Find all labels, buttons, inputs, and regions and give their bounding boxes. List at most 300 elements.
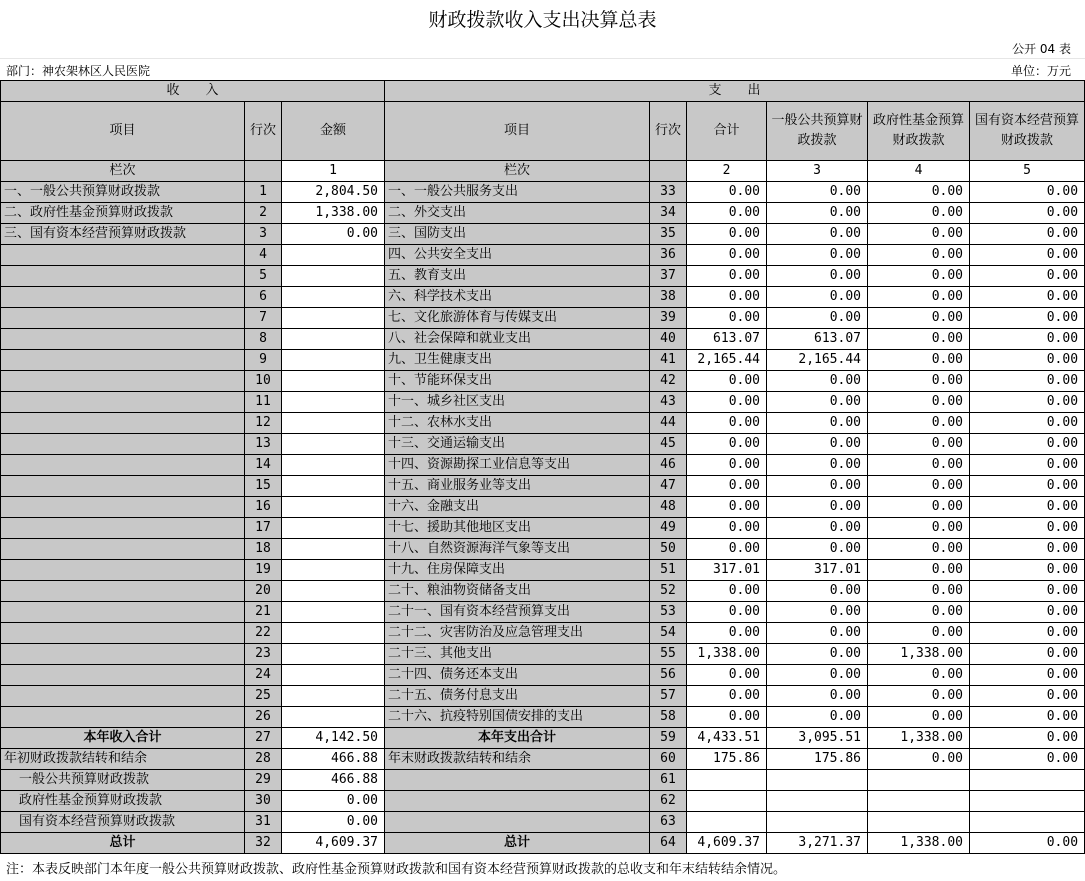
- expense-general: 0.00: [767, 434, 868, 455]
- income-amount: 0.00: [282, 224, 385, 245]
- sub-expense-s: [970, 770, 1085, 791]
- expense-general: 0.00: [767, 203, 868, 224]
- expense-fund: 0.00: [868, 581, 970, 602]
- income-amount: [282, 539, 385, 560]
- column-row-1: 1: [282, 161, 385, 182]
- income-amount: [282, 245, 385, 266]
- sub-income-label: 一般公共预算财政拨款: [1, 770, 245, 791]
- expense-general: 0.00: [767, 308, 868, 329]
- sub-income-label: 国有资本经营预算财政拨款: [1, 812, 245, 833]
- income-item: [1, 665, 245, 686]
- expense-state: 0.00: [970, 581, 1085, 602]
- income-item: [1, 434, 245, 455]
- expense-state: 0.00: [970, 644, 1085, 665]
- expense-row-no: 44: [650, 413, 687, 434]
- expense-state: 0.00: [970, 476, 1085, 497]
- expense-general: 0.00: [767, 539, 868, 560]
- expense-item: 二十五、债务付息支出: [385, 686, 650, 707]
- income-row-no: 7: [245, 308, 282, 329]
- expense-state: 0.00: [970, 707, 1085, 728]
- income-header: 收 入: [1, 81, 385, 102]
- expense-general: 0.00: [767, 518, 868, 539]
- table-row: [1, 623, 1085, 644]
- expense-item: 二十四、债务还本支出: [385, 665, 650, 686]
- expense-fund: 0.00: [868, 539, 970, 560]
- expense-fund: 0.00: [868, 560, 970, 581]
- column-row-4: 4: [868, 161, 970, 182]
- income-amount: [282, 707, 385, 728]
- income-row-no: 11: [245, 392, 282, 413]
- expense-item: 二十二、灾害防治及应急管理支出: [385, 623, 650, 644]
- expense-general: 0.00: [767, 287, 868, 308]
- expense-state: 0.00: [970, 350, 1085, 371]
- expense-general: 2,165.44: [767, 350, 868, 371]
- income-amount: [282, 308, 385, 329]
- sub-expense-t: [687, 770, 767, 791]
- expense-fund: 0.00: [868, 329, 970, 350]
- expense-state: 0.00: [970, 539, 1085, 560]
- expense-total: 2,165.44: [687, 350, 767, 371]
- income-item: 一、一般公共预算财政拨款: [1, 182, 245, 203]
- income-amount: [282, 560, 385, 581]
- income-row-no: 12: [245, 413, 282, 434]
- expense-item: 十七、援助其他地区支出: [385, 518, 650, 539]
- expense-fund: 1,338.00: [868, 644, 970, 665]
- expense-fund: 0.00: [868, 224, 970, 245]
- table-row: [1, 644, 1085, 665]
- income-amount: [282, 434, 385, 455]
- expense-state: 0.00: [970, 182, 1085, 203]
- expense-state: 0.00: [970, 560, 1085, 581]
- expense-total: 0.00: [687, 392, 767, 413]
- income-item: 三、国有资本经营预算财政拨款: [1, 224, 245, 245]
- income-row-no: 20: [245, 581, 282, 602]
- expense-row-no: 38: [650, 287, 687, 308]
- sub-expense-g: [767, 812, 868, 833]
- sub-expense-row-no: 62: [650, 791, 687, 812]
- column-row-blank: [245, 161, 282, 182]
- expense-row-no: 36: [650, 245, 687, 266]
- expense-state: 0.00: [970, 308, 1085, 329]
- column-row-label-expense: 栏次: [385, 161, 650, 182]
- expense-total-t: 4,433.51: [687, 728, 767, 749]
- expense-fund: 0.00: [868, 476, 970, 497]
- income-row-no: 4: [245, 245, 282, 266]
- expense-fund: 0.00: [868, 623, 970, 644]
- expense-general: 613.07: [767, 329, 868, 350]
- income-item: [1, 686, 245, 707]
- expense-row-no: 51: [650, 560, 687, 581]
- expense-general: 0.00: [767, 581, 868, 602]
- sub-expense-s: [970, 812, 1085, 833]
- expense-fund: 0.00: [868, 266, 970, 287]
- income-row-no: 13: [245, 434, 282, 455]
- expense-general: 0.00: [767, 623, 868, 644]
- sub-expense-blank: [385, 770, 650, 791]
- expense-row-no: 40: [650, 329, 687, 350]
- income-row-no: 26: [245, 707, 282, 728]
- expense-fund: 0.00: [868, 182, 970, 203]
- income-amount: 1,338.00: [282, 203, 385, 224]
- table-row: [1, 287, 1085, 308]
- expense-fund: 0.00: [868, 308, 970, 329]
- expense-item: 十六、金融支出: [385, 497, 650, 518]
- expense-total-row-no: 59: [650, 728, 687, 749]
- expense-row-no: 52: [650, 581, 687, 602]
- income-item: [1, 413, 245, 434]
- expense-total: 0.00: [687, 245, 767, 266]
- spacer-row: [0, 38, 1085, 59]
- expense-state: 0.00: [970, 434, 1085, 455]
- expense-item: 十一、城乡社区支出: [385, 392, 650, 413]
- page-title: 财政拨款收入支出决算总表: [428, 9, 657, 31]
- expense-total: 0.00: [687, 455, 767, 476]
- expense-total: 613.07: [687, 329, 767, 350]
- table-row: [1, 581, 1085, 602]
- expense-total-g: 3,095.51: [767, 728, 868, 749]
- expense-total: 0.00: [687, 602, 767, 623]
- carry-expense-g: 175.86: [767, 749, 868, 770]
- expense-general: 0.00: [767, 644, 868, 665]
- sub-income-amount: 466.88: [282, 770, 385, 791]
- expense-total: 0.00: [687, 434, 767, 455]
- grand-income-label: 总计: [1, 833, 245, 854]
- table-row: [1, 476, 1085, 497]
- expense-row-no: 33: [650, 182, 687, 203]
- table-row: [1, 539, 1085, 560]
- expense-total: 1,338.00: [687, 644, 767, 665]
- grand-income-amount: 4,609.37: [282, 833, 385, 854]
- col-row-no: 行次: [245, 102, 282, 161]
- income-row-no: 1: [245, 182, 282, 203]
- expense-row-no: 42: [650, 371, 687, 392]
- sub-expense-s: [970, 791, 1085, 812]
- income-item: [1, 266, 245, 287]
- table-row: [1, 728, 1085, 749]
- carry-expense-row-no: 60: [650, 749, 687, 770]
- expense-item: 十五、商业服务业等支出: [385, 476, 650, 497]
- column-row-3: 3: [767, 161, 868, 182]
- col-total: 合计: [687, 102, 767, 161]
- sub-expense-blank: [385, 812, 650, 833]
- expense-state: 0.00: [970, 455, 1085, 476]
- expense-fund: 0.00: [868, 686, 970, 707]
- income-item: 二、政府性基金预算财政拨款: [1, 203, 245, 224]
- table-row: [1, 560, 1085, 581]
- table-row: [1, 812, 1085, 833]
- expense-total: 0.00: [687, 224, 767, 245]
- carry-expense-t: 175.86: [687, 749, 767, 770]
- income-row-no: 17: [245, 518, 282, 539]
- income-item: [1, 623, 245, 644]
- expense-fund: 0.00: [868, 203, 970, 224]
- expense-general: 0.00: [767, 413, 868, 434]
- income-row-no: 18: [245, 539, 282, 560]
- expense-general: 0.00: [767, 371, 868, 392]
- expense-general: 0.00: [767, 245, 868, 266]
- expense-state: 0.00: [970, 245, 1085, 266]
- expense-state: 0.00: [970, 329, 1085, 350]
- income-row-no: 3: [245, 224, 282, 245]
- expense-state: 0.00: [970, 413, 1085, 434]
- income-amount: [282, 413, 385, 434]
- expense-row-no: 43: [650, 392, 687, 413]
- expense-state: 0.00: [970, 287, 1085, 308]
- income-row-no: 8: [245, 329, 282, 350]
- grand-expense-label: 总计: [385, 833, 650, 854]
- sub-income-row-no: 30: [245, 791, 282, 812]
- expense-general: 317.01: [767, 560, 868, 581]
- expense-item: 二十、粮油物资储备支出: [385, 581, 650, 602]
- table-row: [1, 266, 1085, 287]
- expense-row-no: 54: [650, 623, 687, 644]
- sub-income-row-no: 29: [245, 770, 282, 791]
- table-row: [1, 518, 1085, 539]
- expense-row-no: 53: [650, 602, 687, 623]
- table-row: [1, 791, 1085, 812]
- grand-expense-row-no: 64: [650, 833, 687, 854]
- table-row: [1, 371, 1085, 392]
- carry-income-label: 年初财政拨款结转和结余: [1, 749, 245, 770]
- income-item: [1, 497, 245, 518]
- income-row-no: 10: [245, 371, 282, 392]
- expense-total: 0.00: [687, 539, 767, 560]
- table-row: [1, 707, 1085, 728]
- expense-fund: 0.00: [868, 245, 970, 266]
- expense-row-no: 57: [650, 686, 687, 707]
- table-row: [1, 602, 1085, 623]
- grand-expense-f: 1,338.00: [868, 833, 970, 854]
- income-row-no: 23: [245, 644, 282, 665]
- income-total-row-no: 27: [245, 728, 282, 749]
- grand-expense-t: 4,609.37: [687, 833, 767, 854]
- income-amount: [282, 266, 385, 287]
- expense-total: 0.00: [687, 518, 767, 539]
- expense-item: 十、节能环保支出: [385, 371, 650, 392]
- expense-row-no: 46: [650, 455, 687, 476]
- income-row-no: 15: [245, 476, 282, 497]
- income-item: [1, 518, 245, 539]
- expense-general: 0.00: [767, 665, 868, 686]
- income-item: [1, 476, 245, 497]
- expense-state: 0.00: [970, 665, 1085, 686]
- carry-income-amount: 466.88: [282, 749, 385, 770]
- income-row-no: 25: [245, 686, 282, 707]
- expense-item: 九、卫生健康支出: [385, 350, 650, 371]
- expense-item: 八、社会保障和就业支出: [385, 329, 650, 350]
- expense-state: 0.00: [970, 497, 1085, 518]
- expense-fund: 0.00: [868, 413, 970, 434]
- income-item: [1, 455, 245, 476]
- expense-total: 0.00: [687, 203, 767, 224]
- col-item: 项目: [1, 102, 245, 161]
- income-row-no: 21: [245, 602, 282, 623]
- income-amount: [282, 602, 385, 623]
- income-row-no: 6: [245, 287, 282, 308]
- income-amount: [282, 497, 385, 518]
- expense-general: 0.00: [767, 224, 868, 245]
- expense-total: 317.01: [687, 560, 767, 581]
- expense-row-no: 50: [650, 539, 687, 560]
- sub-income-label: 政府性基金预算财政拨款: [1, 791, 245, 812]
- table-row: [1, 434, 1085, 455]
- income-amount: [282, 686, 385, 707]
- expense-item: 五、教育支出: [385, 266, 650, 287]
- income-amount: [282, 371, 385, 392]
- income-row-no: 9: [245, 350, 282, 371]
- expense-fund: 0.00: [868, 350, 970, 371]
- expense-item: 二十三、其他支出: [385, 644, 650, 665]
- unit-label: 单位：万元: [1010, 64, 1071, 78]
- expense-row-no: 56: [650, 665, 687, 686]
- column-row-5: 5: [970, 161, 1085, 182]
- col-general: 一般公共预算财政拨款: [767, 102, 868, 161]
- expense-total: 0.00: [687, 182, 767, 203]
- expense-item: 二十一、国有资本经营预算支出: [385, 602, 650, 623]
- expense-fund: 0.00: [868, 455, 970, 476]
- sub-income-amount: 0.00: [282, 812, 385, 833]
- income-row-no: 16: [245, 497, 282, 518]
- expense-row-no: 49: [650, 518, 687, 539]
- expense-row-no: 55: [650, 644, 687, 665]
- income-amount: [282, 623, 385, 644]
- income-item: [1, 329, 245, 350]
- income-amount: [282, 665, 385, 686]
- table-row: [1, 455, 1085, 476]
- income-item: [1, 287, 245, 308]
- income-amount: [282, 644, 385, 665]
- expense-fund: 0.00: [868, 287, 970, 308]
- expense-total-s: 0.00: [970, 728, 1085, 749]
- carry-expense-label: 年末财政拨款结转和结余: [385, 749, 650, 770]
- expense-state: 0.00: [970, 224, 1085, 245]
- sub-expense-g: [767, 791, 868, 812]
- finance-table: [0, 80, 1085, 854]
- expense-state: 0.00: [970, 686, 1085, 707]
- expense-total: 0.00: [687, 266, 767, 287]
- sub-expense-f: [868, 791, 970, 812]
- expense-item: 一、一般公共服务支出: [385, 182, 650, 203]
- expense-fund: 0.00: [868, 665, 970, 686]
- income-item: [1, 350, 245, 371]
- expense-fund: 0.00: [868, 392, 970, 413]
- income-item: [1, 581, 245, 602]
- expense-item: 十九、住房保障支出: [385, 560, 650, 581]
- expense-total: 0.00: [687, 476, 767, 497]
- table-row: [1, 224, 1085, 245]
- income-item: [1, 602, 245, 623]
- expense-row-no: 37: [650, 266, 687, 287]
- table-row: [1, 245, 1085, 266]
- expense-general: 0.00: [767, 686, 868, 707]
- expense-general: 0.00: [767, 455, 868, 476]
- col-amount: 金额: [282, 102, 385, 161]
- table-row: [1, 392, 1085, 413]
- department-label: 部门：神农架林区人民医院: [6, 64, 151, 78]
- carry-expense-s: 0.00: [970, 749, 1085, 770]
- col-state: 国有资本经营预算财政拨款: [970, 102, 1085, 161]
- income-item: [1, 707, 245, 728]
- expense-fund: 0.00: [868, 518, 970, 539]
- expense-header: 支 出: [385, 81, 1085, 102]
- table-row: [1, 413, 1085, 434]
- sub-expense-blank: [385, 791, 650, 812]
- income-item: [1, 308, 245, 329]
- income-amount: [282, 392, 385, 413]
- expense-state: 0.00: [970, 602, 1085, 623]
- expense-item: 二十六、抗疫特别国债安排的支出: [385, 707, 650, 728]
- form-number: 公开 04 表: [1012, 42, 1071, 56]
- expense-total: 0.00: [687, 686, 767, 707]
- sub-expense-row-no: 61: [650, 770, 687, 791]
- income-amount: [282, 287, 385, 308]
- sub-expense-f: [868, 812, 970, 833]
- expense-fund: 0.00: [868, 602, 970, 623]
- income-row-no: 19: [245, 560, 282, 581]
- column-row-label: 栏次: [1, 161, 245, 182]
- footnote: 注：本表反映部门本年度一般公共预算财政拨款、政府性基金预算财政拨款和国有资本经营预算财政拨款的总收支和年末结转结余情况。: [6, 862, 787, 877]
- expense-state: 0.00: [970, 266, 1085, 287]
- col-row-no-expense: 行次: [650, 102, 687, 161]
- expense-row-no: 39: [650, 308, 687, 329]
- expense-row-no: 35: [650, 224, 687, 245]
- expense-total: 0.00: [687, 707, 767, 728]
- table-row: [1, 749, 1085, 770]
- expense-state: 0.00: [970, 203, 1085, 224]
- expense-fund: 0.00: [868, 434, 970, 455]
- income-item: [1, 392, 245, 413]
- sub-expense-f: [868, 770, 970, 791]
- table-row: [1, 497, 1085, 518]
- table-row: [1, 308, 1085, 329]
- income-amount: [282, 350, 385, 371]
- table-row: [1, 203, 1085, 224]
- expense-item: 三、国防支出: [385, 224, 650, 245]
- carry-income-row-no: 28: [245, 749, 282, 770]
- expense-general: 0.00: [767, 182, 868, 203]
- sub-income-row-no: 31: [245, 812, 282, 833]
- expense-item: 十四、资源勘探工业信息等支出: [385, 455, 650, 476]
- sub-expense-t: [687, 791, 767, 812]
- expense-total: 0.00: [687, 308, 767, 329]
- expense-total-label: 本年支出合计: [385, 728, 650, 749]
- income-row-no: 22: [245, 623, 282, 644]
- expense-state: 0.00: [970, 392, 1085, 413]
- table-row: [1, 182, 1085, 203]
- expense-general: 0.00: [767, 707, 868, 728]
- expense-row-no: 58: [650, 707, 687, 728]
- income-amount: [282, 476, 385, 497]
- column-row-2: 2: [687, 161, 767, 182]
- expense-item: 十二、农林水支出: [385, 413, 650, 434]
- expense-row-no: 45: [650, 434, 687, 455]
- income-row-no: 14: [245, 455, 282, 476]
- expense-item: 六、科学技术支出: [385, 287, 650, 308]
- expense-total-f: 1,338.00: [868, 728, 970, 749]
- table-row: [1, 665, 1085, 686]
- expense-row-no: 34: [650, 203, 687, 224]
- expense-item: 七、文化旅游体育与传媒支出: [385, 308, 650, 329]
- expense-state: 0.00: [970, 371, 1085, 392]
- expense-fund: 0.00: [868, 371, 970, 392]
- expense-item: 十八、自然资源海洋气象等支出: [385, 539, 650, 560]
- expense-general: 0.00: [767, 602, 868, 623]
- income-amount: [282, 518, 385, 539]
- expense-item: 二、外交支出: [385, 203, 650, 224]
- expense-row-no: 41: [650, 350, 687, 371]
- expense-total: 0.00: [687, 623, 767, 644]
- expense-general: 0.00: [767, 476, 868, 497]
